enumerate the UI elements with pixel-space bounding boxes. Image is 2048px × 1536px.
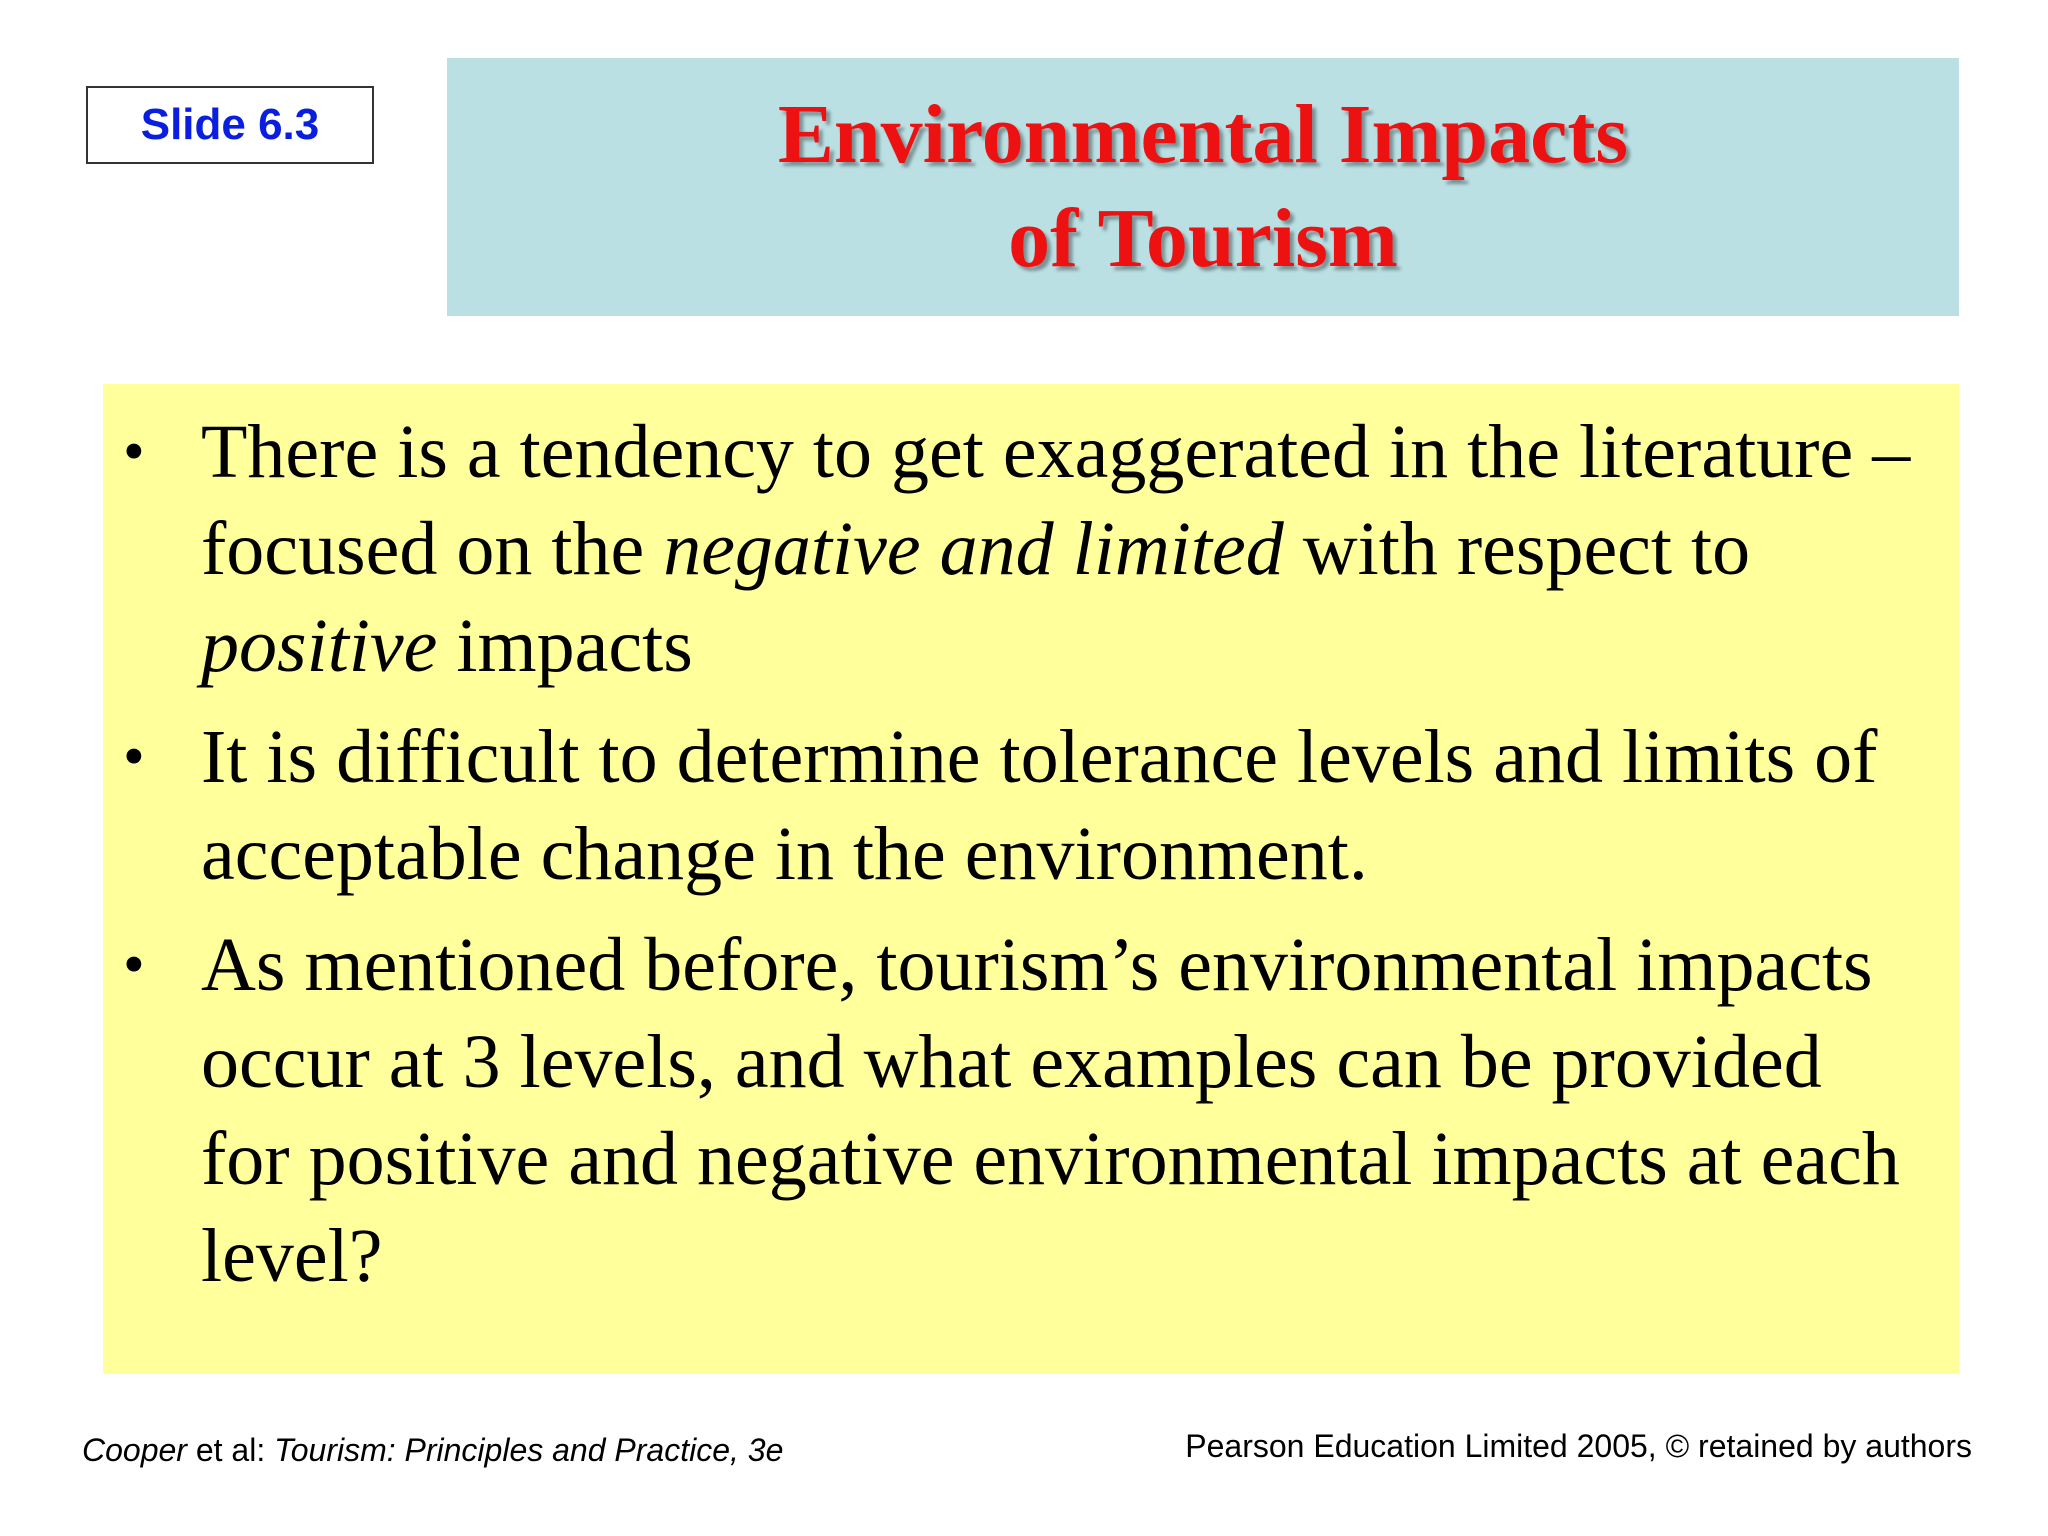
content-panel: [103, 384, 1959, 1374]
bullet-icon: •: [123, 931, 145, 999]
footer-author: Cooper: [82, 1432, 187, 1468]
bullet-1-text-a: There is a tendency to get exaggerated in the literature – focused on the: [201, 410, 1911, 591]
bullet-item-2: [103, 709, 1919, 903]
footer-citation: [82, 1432, 783, 1469]
footer-et-al: et al:: [186, 1432, 275, 1468]
bullet-list: [103, 404, 1919, 1305]
slide-title-line-2: of Tourism: [1008, 192, 1398, 285]
bullet-3-text: As mentioned before, tourism’s environmental impacts occur at 3 levels, and what examples can be provided for positive and negative environmental impacts at each level?: [201, 923, 1900, 1298]
bullet-item-3: [103, 917, 1919, 1305]
bullet-1-text-b: with respect to: [1283, 507, 1751, 591]
bullet-icon: •: [123, 723, 145, 791]
bullet-1-emphasis-b: positive: [201, 604, 438, 688]
footer-publisher: Pearson Education Limited 2005, © retained by authors: [1185, 1428, 1972, 1464]
title-banner: [447, 58, 1959, 316]
bullet-1-text-c: impacts: [437, 604, 693, 688]
slide-number-label: Slide 6.3: [140, 100, 320, 149]
bullet-1-emphasis-a: negative and limited: [663, 507, 1284, 591]
slide-number-badge: [86, 86, 374, 164]
footer-book-title: Tourism: Principles and Practice, 3e: [274, 1432, 784, 1468]
bullet-item-1: [103, 404, 1919, 695]
bullet-icon: •: [123, 418, 145, 486]
bullet-2-text: It is difficult to determine tolerance levels and limits of acceptable change in the environment.: [201, 715, 1878, 896]
slide-title-line-1: Environmental Impacts: [777, 88, 1629, 181]
